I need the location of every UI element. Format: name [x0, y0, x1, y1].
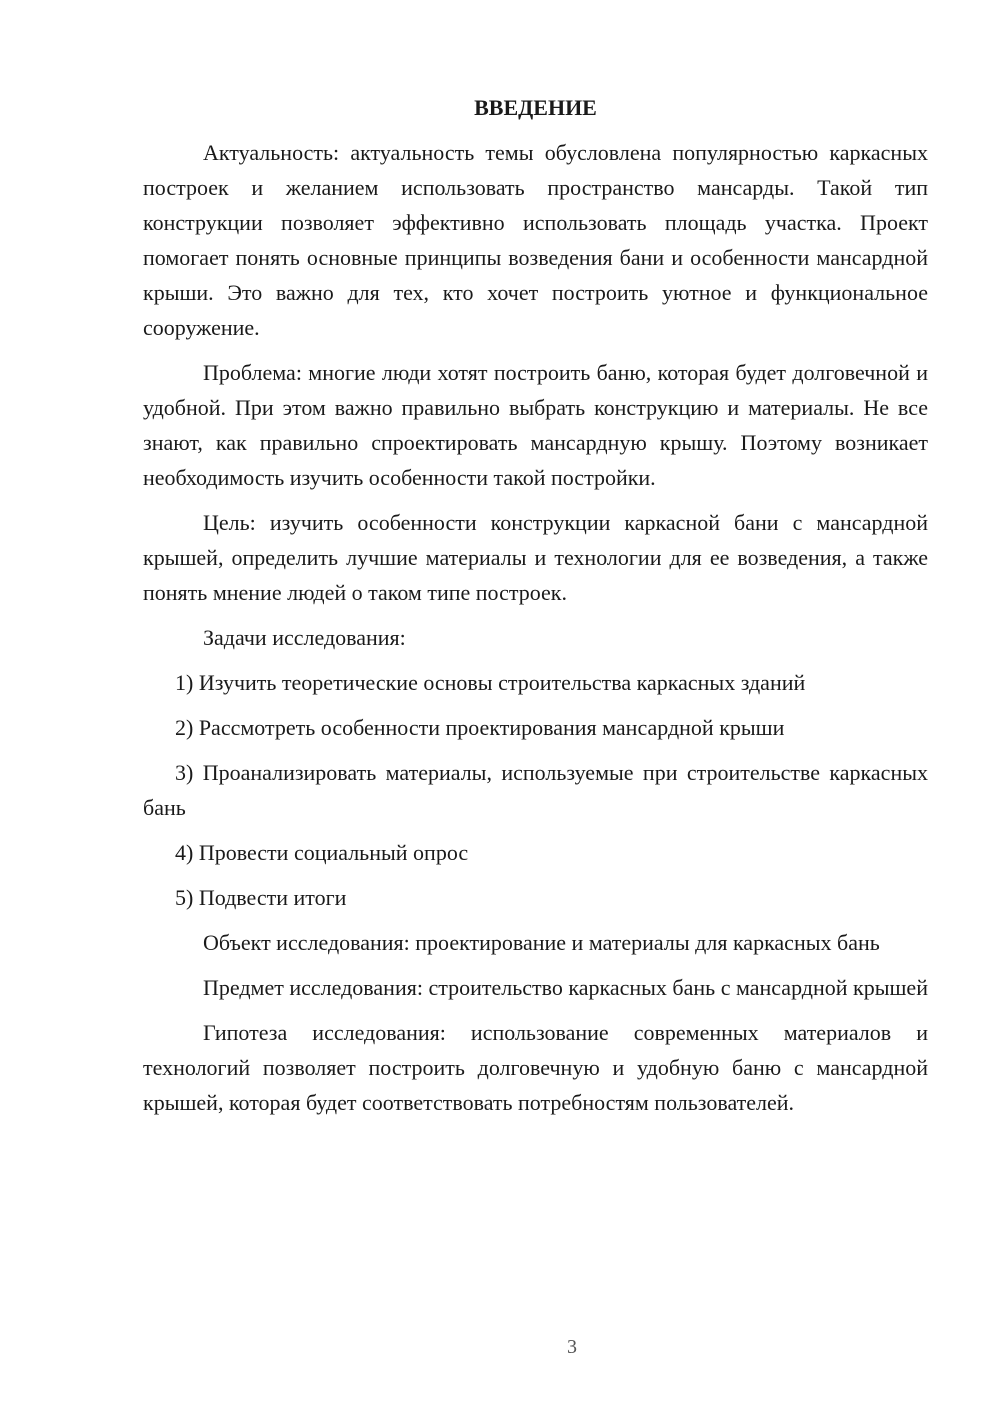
page-number: 3	[567, 1336, 577, 1358]
paragraph-problem: Проблема: многие люди хотят построить баню, которая будет долговечной и удобной. При этом важно правильно выбрать конструкцию и материалы. Не все знают, как правильно спроектировать мансардную крышу. Поэтому возникает необходимость изучить особенности такой постройки.	[143, 360, 928, 490]
tasks-heading: Задачи исследования:	[203, 625, 406, 650]
paragraph-object: Объект исследования: проектирование и материалы для каркасных бань	[203, 930, 880, 955]
document-page	[143, 90, 928, 1130]
paragraph-goal: Цель: изучить особенности конструкции каркасной бани с мансардной крышей, определить лучшие материалы и технологии для ее возведения, а также понять мнение людей о таком типе построек.	[143, 510, 928, 605]
paragraph-relevance: Актуальность: актуальность темы обусловлена популярностью каркасных построек и желанием использовать пространство мансарды. Такой тип конструкции позволяет эффективно использовать площадь участка. Проект помогает понять основные принципы возведения бани и особенности мансардной крыши. Это важно для тех, кто хочет построить уютное и функциональное сооружение.	[143, 140, 928, 340]
list-item-task-3: 3) Проанализировать материалы, используемые при строительстве каркасных бань	[143, 760, 928, 820]
paragraph-hypothesis: Гипотеза исследования: использование современных материалов и технологий позволяет построить долговечную и удобную баню с мансардной крышей, которая будет соответствовать потребностям пользователей.	[143, 1020, 928, 1115]
section-title: ВВЕДЕНИЕ	[474, 95, 597, 120]
list-item-task-4: 4) Провести социальный опрос	[175, 840, 469, 865]
paragraph-subject: Предмет исследования: строительство каркасных бань с мансардной крышей	[203, 975, 928, 1000]
list-item-task-1: 1) Изучить теоретические основы строительства каркасных зданий	[175, 670, 806, 695]
list-item-task-5: 5) Подвести итоги	[175, 885, 347, 910]
list-item-task-2: 2) Рассмотреть особенности проектирования мансардной крыши	[175, 715, 785, 740]
